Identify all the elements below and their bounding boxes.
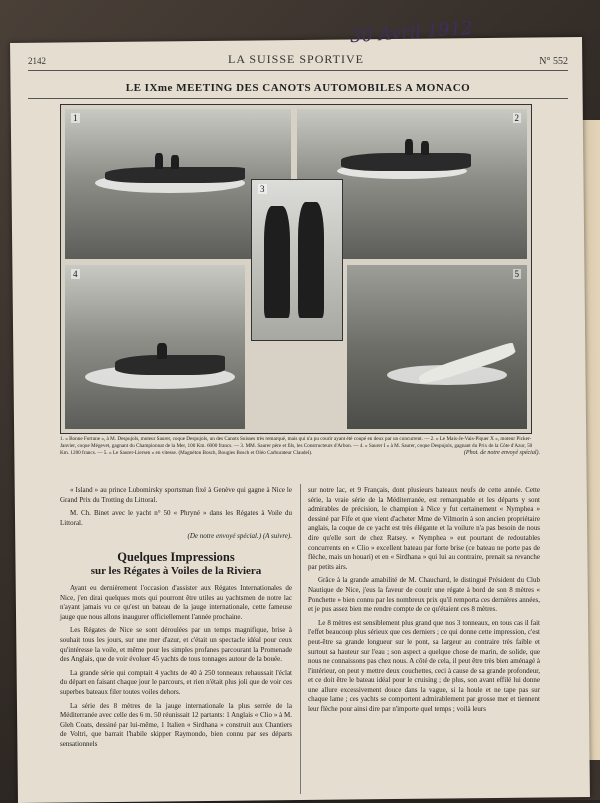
photo-number: 5 — [514, 269, 519, 279]
page-header — [28, 50, 568, 68]
photo-number: 1 — [73, 113, 78, 123]
photo-5 — [347, 265, 527, 429]
motorboat — [115, 355, 225, 375]
section-title — [60, 550, 292, 578]
photo-4 — [65, 265, 245, 429]
page-number: 2142 — [28, 56, 46, 66]
paragraph: La grande série qui comptait 4 yachts de 40 à 250 tonneaux rehaussait l'éclat du départ en faisant chaque jour le parcours, et rien n'était plus joli que de voir ces superbes bateaux filer toutes voiles dehors. — [60, 668, 292, 696]
man-figure — [298, 202, 324, 318]
paragraph: La série des 8 mètres de la jauge internationale la plus serrée de la Méditerranée avec celle des 6 m. 50 réunissait 12 partants: 1 Anglais « Clio » à M. Gleh Coats, dessiné par lui-même, 1 Italien « Sirdhana » construit aux Chantiers de Voltri, que barrait l'habile skipper Raymondo, bien connu par ses départs sensationnels — [60, 701, 292, 748]
column-rule — [300, 484, 301, 794]
issue-number: N° 552 — [539, 56, 568, 67]
photo-number: 3 — [260, 184, 265, 194]
photo-caption — [60, 436, 540, 457]
man-figure — [264, 206, 290, 318]
photo-number: 4 — [73, 269, 78, 279]
header-rule — [28, 70, 568, 71]
section-title-line: Quelques Impressions — [117, 549, 235, 564]
motorboat — [105, 167, 245, 183]
paragraph: sur notre lac, et 9 Français, dont plusieurs bateaux neufs de cette année. Cette série, la vraie série de la Méditerranée, est remarquable et les départs y sont admirables de précision, le champion à Nice y fut certainement « Nymphea » dessiné par Fife et que vient d'acheter Mme de Vilmorin à son ancien propriétaire anglais, la coque de ce yacht est très élégante et la voilure n'a pas besoin de nous dire qu'elle sort de chez Ratsey. « Nymphea » eut pourtant de redoutables concurrents en « Clio » excellent bateau par forte brise (ce bateau ne porte pas de flèche, mais un houari) et en « Sirdhana » qui lui au contraire, prenait sa revanche par petits airs. — [308, 486, 540, 571]
pilot-figure — [405, 139, 413, 155]
pilot-figure — [171, 155, 179, 169]
photo-number: 2 — [514, 113, 519, 123]
photo-credit: (Phot. de notre envoyé spécial). — [463, 450, 540, 456]
handwritten-date: 30 Avril 1912 — [349, 17, 474, 48]
paragraph: Ayant eu dernièrement l'occasion d'assister aux Régates Internationales de Nice, j'en dirai quelques mots qui pourront être utiles au yachtsmen de notre lac n'ayant jamais vu ce qu'est un bateau de la jauge internationale, cette fameuse jauge que nous allons inaugurer officiellement l'année prochaine. — [60, 583, 292, 621]
journal-title: LA SUISSE SPORTIVE — [228, 52, 364, 66]
paragraph: Les Régates de Nice se sont déroulées par un temps magnifique, brise à souhait tous les jours, sur une mer d'azur, et c'était un spectacle idéal pour ceux qu'intéresse la voile, et même pour les simples profanes parcourant la Promenade des Anglais, que de voir évoluer 45 yachts de tous tonnages autour de la bouée. — [60, 626, 292, 664]
section-title-line: sur les Régates à Voiles de la Riviera — [90, 564, 262, 577]
photo-3 — [251, 179, 343, 341]
pilot-figure — [157, 343, 167, 359]
paragraph: M. Ch. Binet avec le yacht n° 50 « Phryné » dans les Régates à Voile du Littoral. — [60, 509, 292, 527]
right-column — [308, 486, 540, 719]
left-column — [60, 486, 292, 753]
pilot-figure — [421, 141, 429, 155]
article-title: LE IXme MEETING DES CANOTS AUTOMOBILES A MONACO — [125, 82, 471, 94]
motorboat — [341, 153, 471, 171]
title-rule — [28, 98, 568, 99]
pilot-figure — [155, 153, 163, 169]
photo-collage — [60, 104, 532, 434]
paragraph: Grâce à la grande amabilité de M. Chauchard, le distingué Président du Club Nautique de Nice, j'eus la faveur de courir une régate à bord de son 8 mètres « Ponchette » bien connu par les nombreux prix qu'il remporta ces dernières années, et je pus assez bien me rendre compte de ce qu'étaient ces 8 mètres. — [308, 576, 540, 614]
to-be-continued: (De notre envoyé spécial.) (A suivre). — [187, 532, 292, 541]
paragraph: Le 8 mètres est sensiblement plus grand que nos 3 tonneaux, en tous cas il fait l'effet beaucoup plus sérieux que ces derniers ; ce qui donne cette impression, c'est peut-être sa grande longueur sur le pont, sa largeur au contraire très faible et surtout sa hauteur sur l'eau ; son aspect a quelque chose de marin, de solide, que nous ne connaissons pas chez nous. A côté de cela, il peut être très bien aménagé à l'intérieur, on peut y mettre deux couchettes, ceci à cause de sa grande profondeur, et ce doit être le bateau idéal pour le cruising ; de plus, son avant effilé lui donne une allure excessivement douce dans la vague, si la houle et ne tape pas sur chaque lame ; ces yachts se comportent admirablement par grosse mer et tiennent leur flèche pour ainsi dire par n'importe quel temps ; voilà leurs — [308, 618, 540, 714]
paragraph: « Island » au prince Lubomirsky sportsman fixé à Genève qui gagne à Nice le Grand Prix du Trotting du Littoral. — [60, 486, 292, 504]
caption-text: 1. « Bonne Fortune », à M. Despujols, moteur Saurer, coque Despujols, un des Canots Suisses très remarqué, mais qui n'a pu courir ayant été coupé en deux par un concurrent. — 2. « Le Mais-Je-Vais-Piquer X », moteur Picker-Janvier, coque Mégevet, gagnant du Championnat de la Mer, 100 Km. 6000 francs. — 3. MM. Saurer père et fils, les Constructeurs d'Arbon. — 4. « Saurer I » à M. Saurer, coque Despujols, gagnant du Prix de la Côte d'Azur, 50 Km. 1200 francs. — 5. « Le Saurer-Liersen » en vitesse. (Magnéton Bosch, Bougies Bosch et Oléo Carburateur Claudel). — [60, 436, 533, 456]
